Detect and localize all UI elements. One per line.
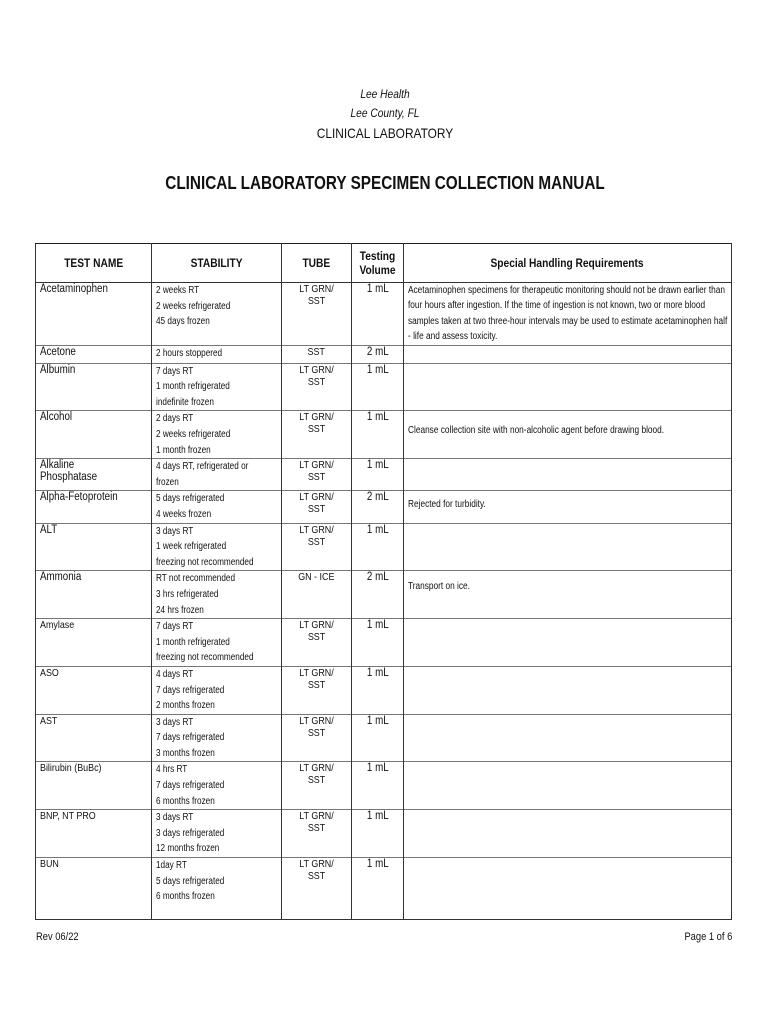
special-handling-cell: Rejected for turbidity.: [404, 491, 732, 523]
tube-cell: LT GRN/ SST: [282, 523, 352, 571]
tube-cell: SST: [282, 345, 352, 363]
stability-cell: 3 days RT 3 days refrigerated 12 months frozen: [152, 810, 282, 858]
tube-cell: LT GRN/ SST: [282, 283, 352, 346]
test-name-cell: Ammonia: [36, 571, 152, 619]
special-handling-cell: Cleanse collection site with non-alcoholic agent before drawing blood.: [404, 411, 732, 459]
revision-label: Rev 06/22: [36, 931, 79, 943]
specimen-table: [35, 243, 732, 920]
tube-cell: LT GRN/ SST: [282, 666, 352, 714]
special-handling-cell: [404, 666, 732, 714]
column-header-tube: TUBE: [282, 244, 352, 283]
volume-cell: 1 mL: [352, 666, 404, 714]
table-row: [36, 714, 732, 762]
table-row: [36, 810, 732, 858]
test-name-cell: BNP, NT PRO: [36, 810, 152, 858]
test-name-cell: Acetone: [36, 345, 152, 363]
special-handling-cell: Acetaminophen specimens for therapeutic monitoring should not be drawn earlier than four hours after ingestion. If the time of ingestion is not known, two or more blood samples taken at two three-hour intervals may be used to estimate acetaminophen half - life and assess toxicity.: [404, 283, 732, 346]
special-handling-cell: [404, 345, 732, 363]
volume-cell: 2 mL: [352, 491, 404, 523]
table-row: [36, 762, 732, 810]
test-name-cell: Acetaminophen: [36, 283, 152, 346]
volume-cell: 1 mL: [352, 283, 404, 346]
table-row: [36, 619, 732, 667]
volume-cell: 1 mL: [352, 858, 404, 920]
table-row: [36, 491, 732, 523]
special-handling-cell: [404, 459, 732, 491]
tube-cell: LT GRN/ SST: [282, 810, 352, 858]
stability-cell: 7 days RT 1 month refrigerated freezing not recommended: [152, 619, 282, 667]
tube-cell: LT GRN/ SST: [282, 411, 352, 459]
column-header-special-handling: Special Handling Requirements: [404, 244, 732, 283]
stability-cell: 4 days RT, refrigerated or frozen: [152, 459, 282, 491]
stability-cell: 2 hours stoppered: [152, 345, 282, 363]
test-name-cell: Bilirubin (BuBc): [36, 762, 152, 810]
table-header-row: [36, 244, 732, 283]
column-header-volume: Testing Volume: [352, 244, 404, 283]
test-name-cell: Amylase: [36, 619, 152, 667]
org-location: Lee County, FL: [350, 106, 420, 120]
volume-cell: 1 mL: [352, 762, 404, 810]
special-handling-cell: Transport on ice.: [404, 571, 732, 619]
test-name-cell: Alpha-Fetoprotein: [36, 491, 152, 523]
volume-cell: 2 mL: [352, 571, 404, 619]
table-row: [36, 363, 732, 411]
special-handling-cell: [404, 363, 732, 411]
stability-cell: RT not recommended 3 hrs refrigerated 24 hrs frozen: [152, 571, 282, 619]
stability-cell: 2 days RT 2 weeks refrigerated 1 month frozen: [152, 411, 282, 459]
volume-cell: 2 mL: [352, 345, 404, 363]
test-name-cell: ASO: [36, 666, 152, 714]
table-row: [36, 571, 732, 619]
volume-cell: 1 mL: [352, 714, 404, 762]
stability-cell: 4 days RT 7 days refrigerated 2 months frozen: [152, 666, 282, 714]
stability-cell: 2 weeks RT 2 weeks refrigerated 45 days frozen: [152, 283, 282, 346]
stability-cell: 1day RT 5 days refrigerated 6 months frozen: [152, 858, 282, 920]
special-handling-cell: [404, 619, 732, 667]
page-number: Page 1 of 6: [684, 931, 732, 943]
table-row: [36, 858, 732, 920]
volume-cell: 1 mL: [352, 459, 404, 491]
volume-cell: 1 mL: [352, 523, 404, 571]
test-name-cell: Alcohol: [36, 411, 152, 459]
tube-cell: GN - ICE: [282, 571, 352, 619]
stability-cell: 5 days refrigerated 4 weeks frozen: [152, 491, 282, 523]
test-name-cell: AST: [36, 714, 152, 762]
test-name-cell: BUN: [36, 858, 152, 920]
volume-cell: 1 mL: [352, 619, 404, 667]
special-handling-cell: [404, 858, 732, 920]
test-name-cell: Alkaline Phosphatase: [36, 459, 152, 491]
tube-cell: LT GRN/ SST: [282, 762, 352, 810]
department-name: CLINICAL LABORATORY: [316, 125, 454, 141]
stability-cell: 3 days RT 7 days refrigerated 3 months frozen: [152, 714, 282, 762]
table-row: [36, 411, 732, 459]
tube-cell: LT GRN/ SST: [282, 619, 352, 667]
column-header-test-name: TEST NAME: [36, 244, 152, 283]
tube-cell: LT GRN/ SST: [282, 858, 352, 920]
tube-cell: LT GRN/ SST: [282, 459, 352, 491]
tube-cell: LT GRN/ SST: [282, 363, 352, 411]
tube-cell: LT GRN/ SST: [282, 714, 352, 762]
special-handling-cell: [404, 523, 732, 571]
column-header-stability: STABILITY: [152, 244, 282, 283]
special-handling-cell: [404, 810, 732, 858]
stability-cell: 7 days RT 1 month refrigerated indefinite frozen: [152, 363, 282, 411]
table-row: [36, 283, 732, 346]
table-row: [36, 459, 732, 491]
document-title: CLINICAL LABORATORY SPECIMEN COLLECTION MANUAL: [165, 173, 605, 193]
org-name: Lee Health: [360, 87, 410, 101]
special-handling-cell: [404, 714, 732, 762]
volume-cell: 1 mL: [352, 810, 404, 858]
stability-cell: 4 hrs RT 7 days refrigerated 6 months frozen: [152, 762, 282, 810]
table-row: [36, 523, 732, 571]
table-row: [36, 666, 732, 714]
special-handling-cell: [404, 762, 732, 810]
tube-cell: LT GRN/ SST: [282, 491, 352, 523]
test-name-cell: Albumin: [36, 363, 152, 411]
stability-cell: 3 days RT 1 week refrigerated freezing not recommended: [152, 523, 282, 571]
test-name-cell: ALT: [36, 523, 152, 571]
volume-cell: 1 mL: [352, 363, 404, 411]
table-row: [36, 345, 732, 363]
volume-cell: 1 mL: [352, 411, 404, 459]
